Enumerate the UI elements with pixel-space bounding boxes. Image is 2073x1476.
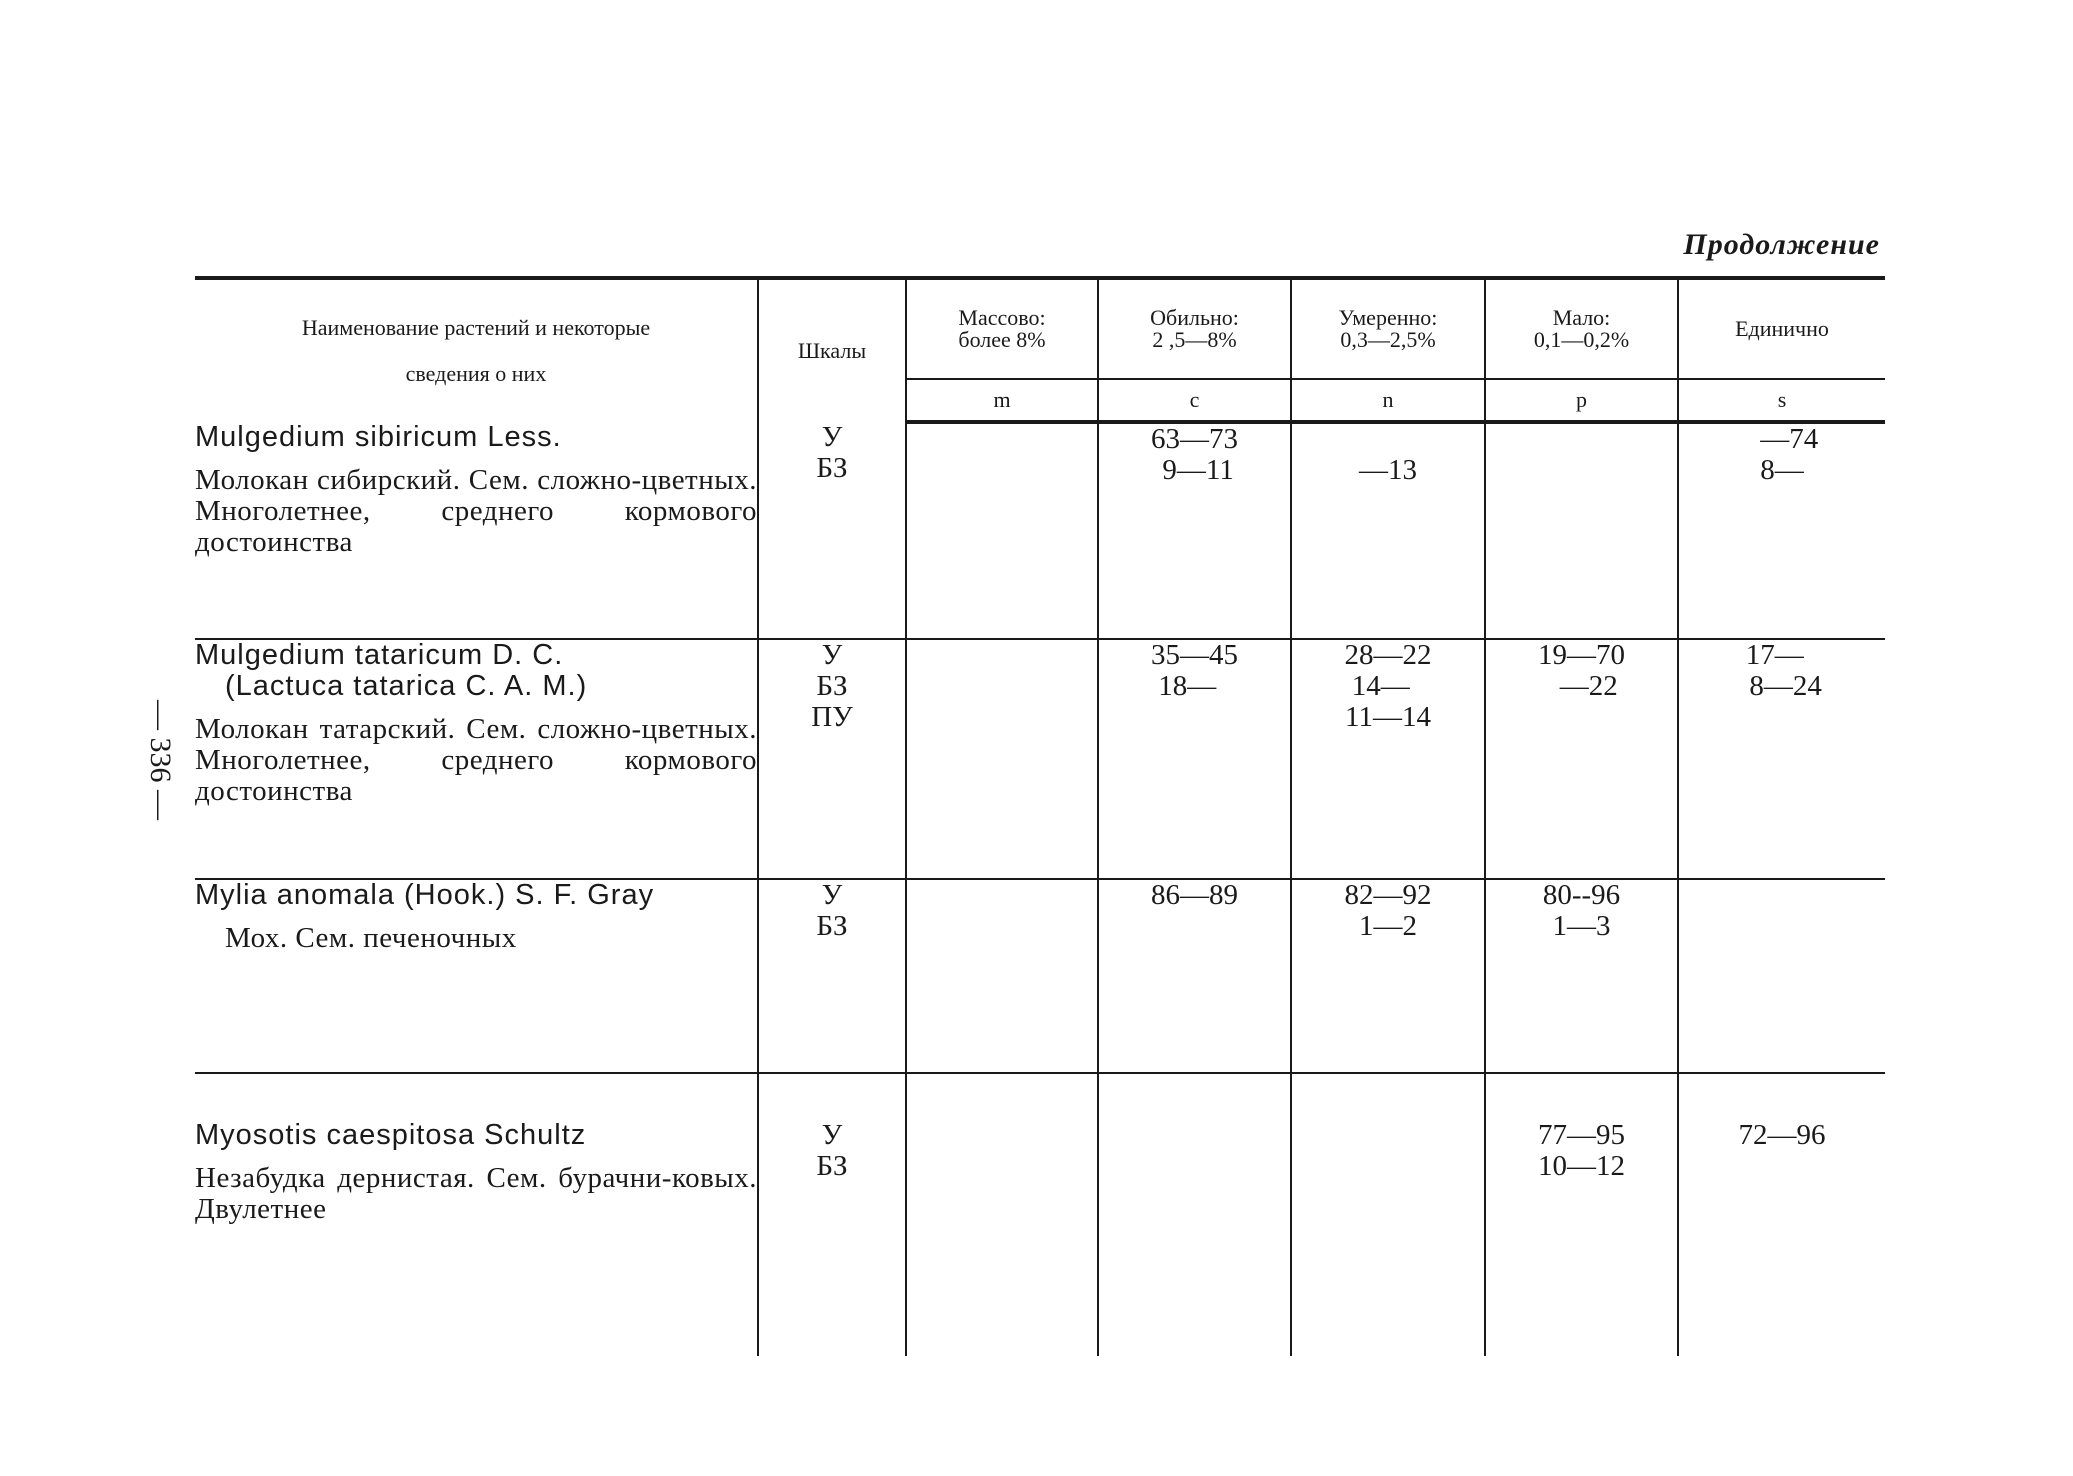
col-code-p: p [1485, 379, 1678, 422]
plant-description: Мох. Сем. печеночных [225, 922, 517, 954]
col-header-abundant-line1: Обильно: [1150, 305, 1239, 330]
plant-description: Молокан сибирский. Сем. сложно-цветных. Многолетнее, среднего кормового достоинства [195, 464, 757, 558]
scales-value: У БЗ [816, 1119, 848, 1182]
col-header-few-line1: Мало: [1552, 305, 1611, 330]
value-cell-m [906, 639, 1098, 879]
value-n: 28—22 14— 11—14 [1344, 639, 1432, 733]
col-header-scales: Шкалы [758, 278, 906, 422]
col-code-m: m [906, 379, 1098, 422]
table-row [195, 422, 1885, 639]
scales-cell [758, 639, 906, 879]
value-cell-n [1291, 639, 1485, 879]
value-c: 86—89 [1151, 879, 1238, 911]
col-header-name-line2: сведения о них [405, 361, 547, 386]
col-header-single: Единично [1678, 278, 1885, 379]
plant-name-cell [195, 422, 758, 639]
scales-value: У БЗ [816, 421, 848, 484]
vegetation-table [195, 276, 1885, 1356]
scales-value: У БЗ ПУ [811, 639, 853, 733]
latin-synonym: (Lactuca tatarica C. A. M.) [225, 670, 588, 702]
value-cell-c [1098, 1073, 1291, 1356]
value-p: 77—95 10—12 [1538, 1119, 1625, 1182]
scales-cell [758, 422, 906, 639]
plant-description: Незабудка дернистая. Сем. бурачни-ковых. Двулетнее [195, 1162, 757, 1225]
scales-value: У БЗ [816, 879, 848, 942]
value-s: 72—96 [1738, 1119, 1826, 1151]
value-cell-n [1291, 422, 1485, 639]
col-header-moderate-line1: Умеренно: [1338, 305, 1438, 330]
col-header-moderate [1291, 278, 1485, 379]
value-cell-p [1485, 639, 1678, 879]
value-cell-n [1291, 879, 1485, 1073]
value-cell-s [1678, 879, 1885, 1073]
col-header-massive-line2: более 8% [958, 327, 1046, 352]
col-header-name-line1: Наименование растений и некоторые [301, 315, 651, 340]
col-header-massive [906, 278, 1098, 379]
continued-label: Продолжение [1683, 228, 1880, 261]
value-cell-p [1485, 879, 1678, 1073]
latin-name: Mylia anomala (Hook.) S. F. Gray [195, 879, 655, 911]
col-code-s: s [1678, 379, 1885, 422]
value-cell-m [906, 422, 1098, 639]
col-header-abundant-line2: 2 ,5—8% [1152, 327, 1237, 352]
col-header-name [195, 278, 758, 422]
value-cell-c [1098, 879, 1291, 1073]
col-code-c: c [1098, 379, 1291, 422]
table-row [195, 639, 1885, 879]
latin-name: Mulgedium tataricum D. C. [195, 639, 564, 671]
col-header-moderate-line2: 0,3—2,5% [1340, 327, 1436, 352]
value-cell-c [1098, 639, 1291, 879]
value-cell-m [906, 1073, 1098, 1356]
value-p: 80--96 1—3 [1542, 879, 1621, 942]
plant-description: Молокан татарский. Сем. сложно-цветных. Многолетнее, среднего кормового достоинства [195, 713, 757, 807]
value-cell-c [1098, 422, 1291, 639]
value-p: 19—70 —22 [1538, 639, 1625, 702]
value-cell-p [1485, 422, 1678, 639]
scales-cell [758, 879, 906, 1073]
plant-name-cell [195, 639, 758, 879]
latin-name: Myosotis caespitosa Schultz [195, 1119, 587, 1151]
value-cell-s [1678, 1073, 1885, 1356]
col-header-few-line2: 0,1—0,2% [1533, 327, 1630, 352]
col-header-few [1485, 278, 1678, 379]
col-header-abundant [1098, 278, 1291, 379]
value-s: —74 8— [1760, 423, 1819, 486]
value-n: 82—92 1—2 [1344, 879, 1432, 942]
value-cell-s [1678, 422, 1885, 639]
value-cell-n [1291, 1073, 1485, 1356]
value-cell-s [1678, 639, 1885, 879]
page-number [140, 680, 180, 840]
header-row-groups [195, 278, 1885, 379]
col-header-massive-line1: Массово: [958, 305, 1046, 330]
latin-name: Mulgedium sibiricum Less. [195, 421, 562, 453]
value-c: 35—45 18— [1151, 639, 1238, 702]
value-s: 17— 8—24 [1745, 639, 1822, 702]
scales-cell [758, 1073, 906, 1356]
col-code-n: n [1291, 379, 1485, 422]
value-c: 63—73 9—11 [1151, 423, 1238, 486]
table-row [195, 1073, 1885, 1356]
value-cell-p [1485, 1073, 1678, 1356]
value-cell-m [906, 879, 1098, 1073]
value-n: —13 [1359, 454, 1417, 486]
table-row [195, 879, 1885, 1073]
plant-name-cell [195, 1073, 758, 1356]
page-number-text: — 336 — [144, 700, 177, 820]
plant-name-cell [195, 879, 758, 1073]
